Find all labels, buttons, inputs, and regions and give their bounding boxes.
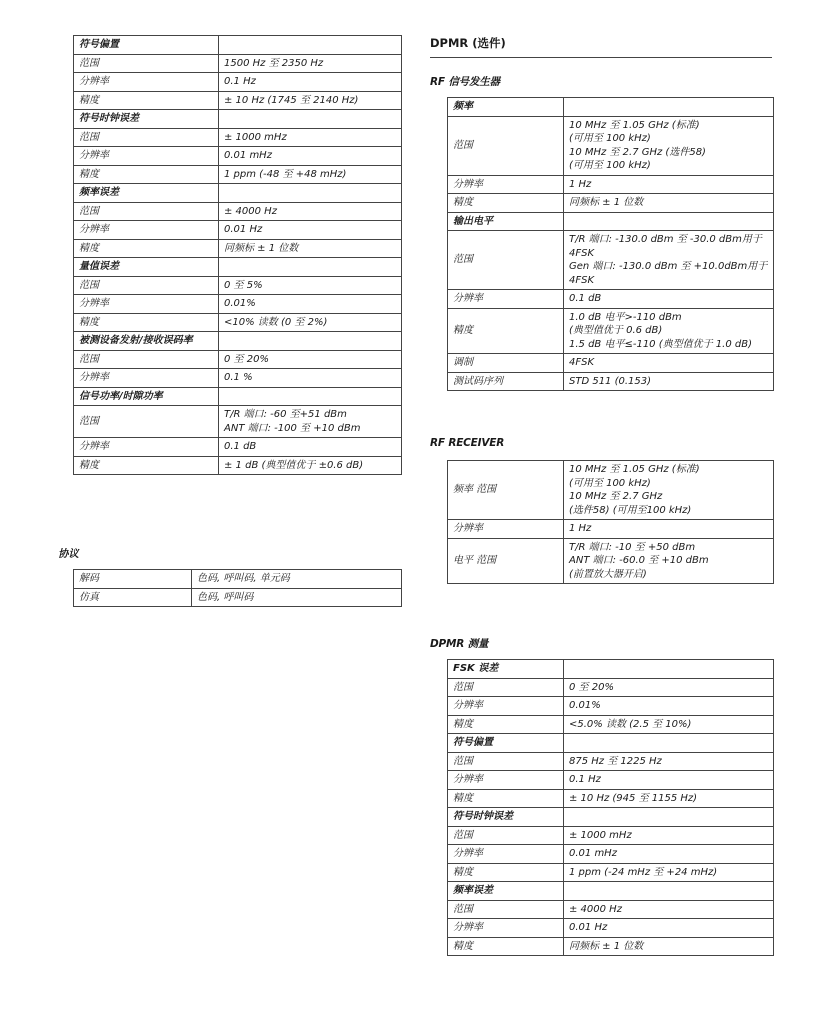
section-row: [448, 808, 774, 827]
param-value: 1 Hz: [564, 520, 774, 539]
section-label: 符号偏置: [448, 734, 564, 753]
table-row: [448, 116, 774, 175]
param-value: ± 10 Hz (1745 至 2140 Hz): [219, 91, 402, 110]
table-row: [448, 900, 774, 919]
param-value: [219, 36, 402, 55]
section-row: [448, 98, 774, 117]
param-value: [564, 882, 774, 901]
section-label: 频率误差: [74, 184, 219, 203]
param-value: 10 MHz 至 1.05 GHz (标准) (可用至 100 kHz) 10 MHz 至 2.7 GHz (选件58) (可用至 100 kHz): [564, 116, 774, 175]
param-label: 范围: [74, 54, 219, 73]
table-row: [448, 771, 774, 790]
param-label: 电平 范围: [448, 538, 564, 584]
param-value: 0.01 Hz: [219, 221, 402, 240]
param-label: 分辨率: [448, 919, 564, 938]
param-value: T/R 端口: -60 至+51 dBm ANT 端口: -100 至 +10 dBm: [219, 406, 402, 438]
param-value: 0.01 Hz: [564, 919, 774, 938]
table-row: [448, 715, 774, 734]
param-value: 0.01 mHz: [219, 147, 402, 166]
param-value: [219, 258, 402, 277]
table-row: [448, 354, 774, 373]
param-label: 频率 范围: [448, 461, 564, 520]
section-row: [74, 258, 402, 277]
section-label: 符号时钟误差: [74, 110, 219, 129]
param-label: 分辨率: [74, 73, 219, 92]
param-value: 同频标 ± 1 位数: [219, 239, 402, 258]
dpmr-title-rule: [430, 57, 772, 58]
param-value: 1 ppm (-48 至 +48 mHz): [219, 165, 402, 184]
param-label: 范围: [448, 116, 564, 175]
param-value: T/R 端口: -10 至 +50 dBm ANT 端口: -60.0 至 +10 dBm (前置放大器开启): [564, 538, 774, 584]
param-label: 分辨率: [74, 295, 219, 314]
param-label: 分辨率: [448, 290, 564, 309]
param-value: ± 4000 Hz: [219, 202, 402, 221]
section-row: [74, 387, 402, 406]
param-label: 测试码序列: [448, 372, 564, 391]
param-value: 0.1 %: [219, 369, 402, 388]
table-row: [448, 175, 774, 194]
table-row: [448, 520, 774, 539]
param-label: 分辨率: [74, 147, 219, 166]
table-row: [448, 937, 774, 956]
section-label: FSK 误差: [448, 660, 564, 679]
param-value: 4FSK: [564, 354, 774, 373]
param-value: [564, 734, 774, 753]
protocol-table: [73, 569, 402, 607]
rf-generator-heading: RF 信号发生器: [430, 76, 500, 88]
param-value: <5.0% 读数 (2.5 至 10%): [564, 715, 774, 734]
table-row: [448, 919, 774, 938]
param-label: 范围: [448, 752, 564, 771]
dpmr-title: DPMR (选件): [430, 36, 506, 50]
param-label: 分辨率: [448, 175, 564, 194]
table-row: [74, 456, 402, 475]
param-value: 0.01%: [219, 295, 402, 314]
param-label: 范围: [448, 900, 564, 919]
param-label: 范围: [74, 202, 219, 221]
table-row: [448, 538, 774, 584]
section-label: 符号时钟误差: [448, 808, 564, 827]
section-label: 频率误差: [448, 882, 564, 901]
param-value: T/R 端口: -130.0 dBm 至 -30.0 dBm用于 4FSK Gen 端口: -130.0 dBm 至 +10.0dBm用于 4FSK: [564, 231, 774, 290]
param-label: 范围: [74, 128, 219, 147]
param-label: 范围: [448, 826, 564, 845]
param-value: ± 4000 Hz: [564, 900, 774, 919]
table-row: [448, 697, 774, 716]
param-value: [564, 98, 774, 117]
param-value: 0.1 Hz: [219, 73, 402, 92]
param-value: 0.01%: [564, 697, 774, 716]
section-label: 信号功率/时隙功率: [74, 387, 219, 406]
section-label: 输出电平: [448, 212, 564, 231]
param-value: 0 至 5%: [219, 276, 402, 295]
param-label: 分辨率: [74, 369, 219, 388]
table-row: [74, 276, 402, 295]
param-label: 精度: [74, 165, 219, 184]
param-value: [219, 110, 402, 129]
param-label: 分辨率: [74, 221, 219, 240]
param-value: [219, 184, 402, 203]
param-value: 0.1 Hz: [564, 771, 774, 790]
table-row: [74, 202, 402, 221]
param-value: 色码, 呼叫码, 单元码: [192, 570, 402, 589]
param-label: 分辨率: [448, 845, 564, 864]
section-label: 量值误差: [74, 258, 219, 277]
demod-spec-table: [73, 35, 402, 475]
param-label: 分辨率: [448, 697, 564, 716]
section-row: [448, 660, 774, 679]
param-value: 0 至 20%: [219, 350, 402, 369]
rf-generator-table: [447, 97, 774, 391]
section-row: [448, 882, 774, 901]
param-label: 精度: [448, 789, 564, 808]
table-row: [74, 54, 402, 73]
table-row: [448, 789, 774, 808]
param-value: 0.01 mHz: [564, 845, 774, 864]
param-value: ± 1 dB (典型值优于 ±0.6 dB): [219, 456, 402, 475]
dpmr-measurements-heading: DPMR 测量: [430, 638, 489, 650]
protocol-heading: 协议: [58, 548, 79, 560]
param-label: 分辨率: [74, 438, 219, 457]
param-value: STD 511 (0.153): [564, 372, 774, 391]
rf-receiver-heading: RF RECEIVER: [430, 437, 505, 449]
table-row: [448, 372, 774, 391]
param-value: [219, 387, 402, 406]
table-row: [74, 221, 402, 240]
rf-receiver-table: [447, 460, 774, 584]
table-row: [74, 588, 402, 607]
param-value: 同频标 ± 1 位数: [564, 194, 774, 213]
table-row: [74, 438, 402, 457]
table-row: [74, 91, 402, 110]
param-label: 解码: [74, 570, 192, 589]
param-value: 1 ppm (-24 mHz 至 +24 mHz): [564, 863, 774, 882]
param-value: [564, 212, 774, 231]
param-label: 精度: [74, 239, 219, 258]
param-value: 0 至 20%: [564, 678, 774, 697]
table-row: [448, 308, 774, 354]
param-value: ± 1000 mHz: [219, 128, 402, 147]
param-value: 1.0 dB 电平>-110 dBm (典型值优于 0.6 dB) 1.5 dB 电平≤-110 (典型值优于 1.0 dB): [564, 308, 774, 354]
param-label: 精度: [74, 313, 219, 332]
section-row: [74, 184, 402, 203]
table-row: [74, 369, 402, 388]
section-row: [74, 110, 402, 129]
param-value: [564, 808, 774, 827]
table-row: [74, 239, 402, 258]
section-label: 频率: [448, 98, 564, 117]
section-row: [74, 332, 402, 351]
table-row: [74, 73, 402, 92]
param-value: 10 MHz 至 1.05 GHz (标准) (可用至 100 kHz) 10 MHz 至 2.7 GHz (选件58) (可用至100 kHz): [564, 461, 774, 520]
table-row: [448, 752, 774, 771]
table-row: [74, 147, 402, 166]
section-row: [448, 212, 774, 231]
table-row: [74, 313, 402, 332]
table-row: [74, 350, 402, 369]
param-value: 色码, 呼叫码: [192, 588, 402, 607]
table-row: [74, 570, 402, 589]
param-label: 范围: [74, 276, 219, 295]
section-row: [448, 734, 774, 753]
table-row: [74, 128, 402, 147]
table-row: [448, 231, 774, 290]
param-label: 精度: [448, 937, 564, 956]
param-value: ± 1000 mHz: [564, 826, 774, 845]
section-label: 符号偏置: [74, 36, 219, 55]
table-row: [448, 845, 774, 864]
param-label: 范围: [448, 231, 564, 290]
param-label: 精度: [448, 715, 564, 734]
param-value: 1 Hz: [564, 175, 774, 194]
dpmr-measurements-table: [447, 659, 774, 956]
table-row: [74, 295, 402, 314]
param-label: 分辨率: [448, 520, 564, 539]
param-value: 0.1 dB: [219, 438, 402, 457]
param-label: 精度: [448, 308, 564, 354]
param-value: 0.1 dB: [564, 290, 774, 309]
table-row: [448, 678, 774, 697]
param-label: 精度: [448, 863, 564, 882]
param-label: 范围: [74, 350, 219, 369]
param-label: 精度: [74, 91, 219, 110]
param-value: <10% 读数 (0 至 2%): [219, 313, 402, 332]
table-row: [448, 826, 774, 845]
param-value: [564, 660, 774, 679]
table-row: [448, 863, 774, 882]
table-row: [448, 194, 774, 213]
param-value: [219, 332, 402, 351]
table-row: [448, 290, 774, 309]
param-value: 同频标 ± 1 位数: [564, 937, 774, 956]
param-value: 1500 Hz 至 2350 Hz: [219, 54, 402, 73]
section-row: [74, 36, 402, 55]
param-label: 精度: [74, 456, 219, 475]
param-label: 调制: [448, 354, 564, 373]
table-row: [448, 461, 774, 520]
param-label: 分辨率: [448, 771, 564, 790]
param-value: ± 10 Hz (945 至 1155 Hz): [564, 789, 774, 808]
table-row: [74, 406, 402, 438]
param-label: 范围: [74, 406, 219, 438]
param-value: 875 Hz 至 1225 Hz: [564, 752, 774, 771]
param-label: 范围: [448, 678, 564, 697]
table-row: [74, 165, 402, 184]
param-label: 精度: [448, 194, 564, 213]
section-label: 被测设备发射/接收误码率: [74, 332, 219, 351]
param-label: 仿真: [74, 588, 192, 607]
